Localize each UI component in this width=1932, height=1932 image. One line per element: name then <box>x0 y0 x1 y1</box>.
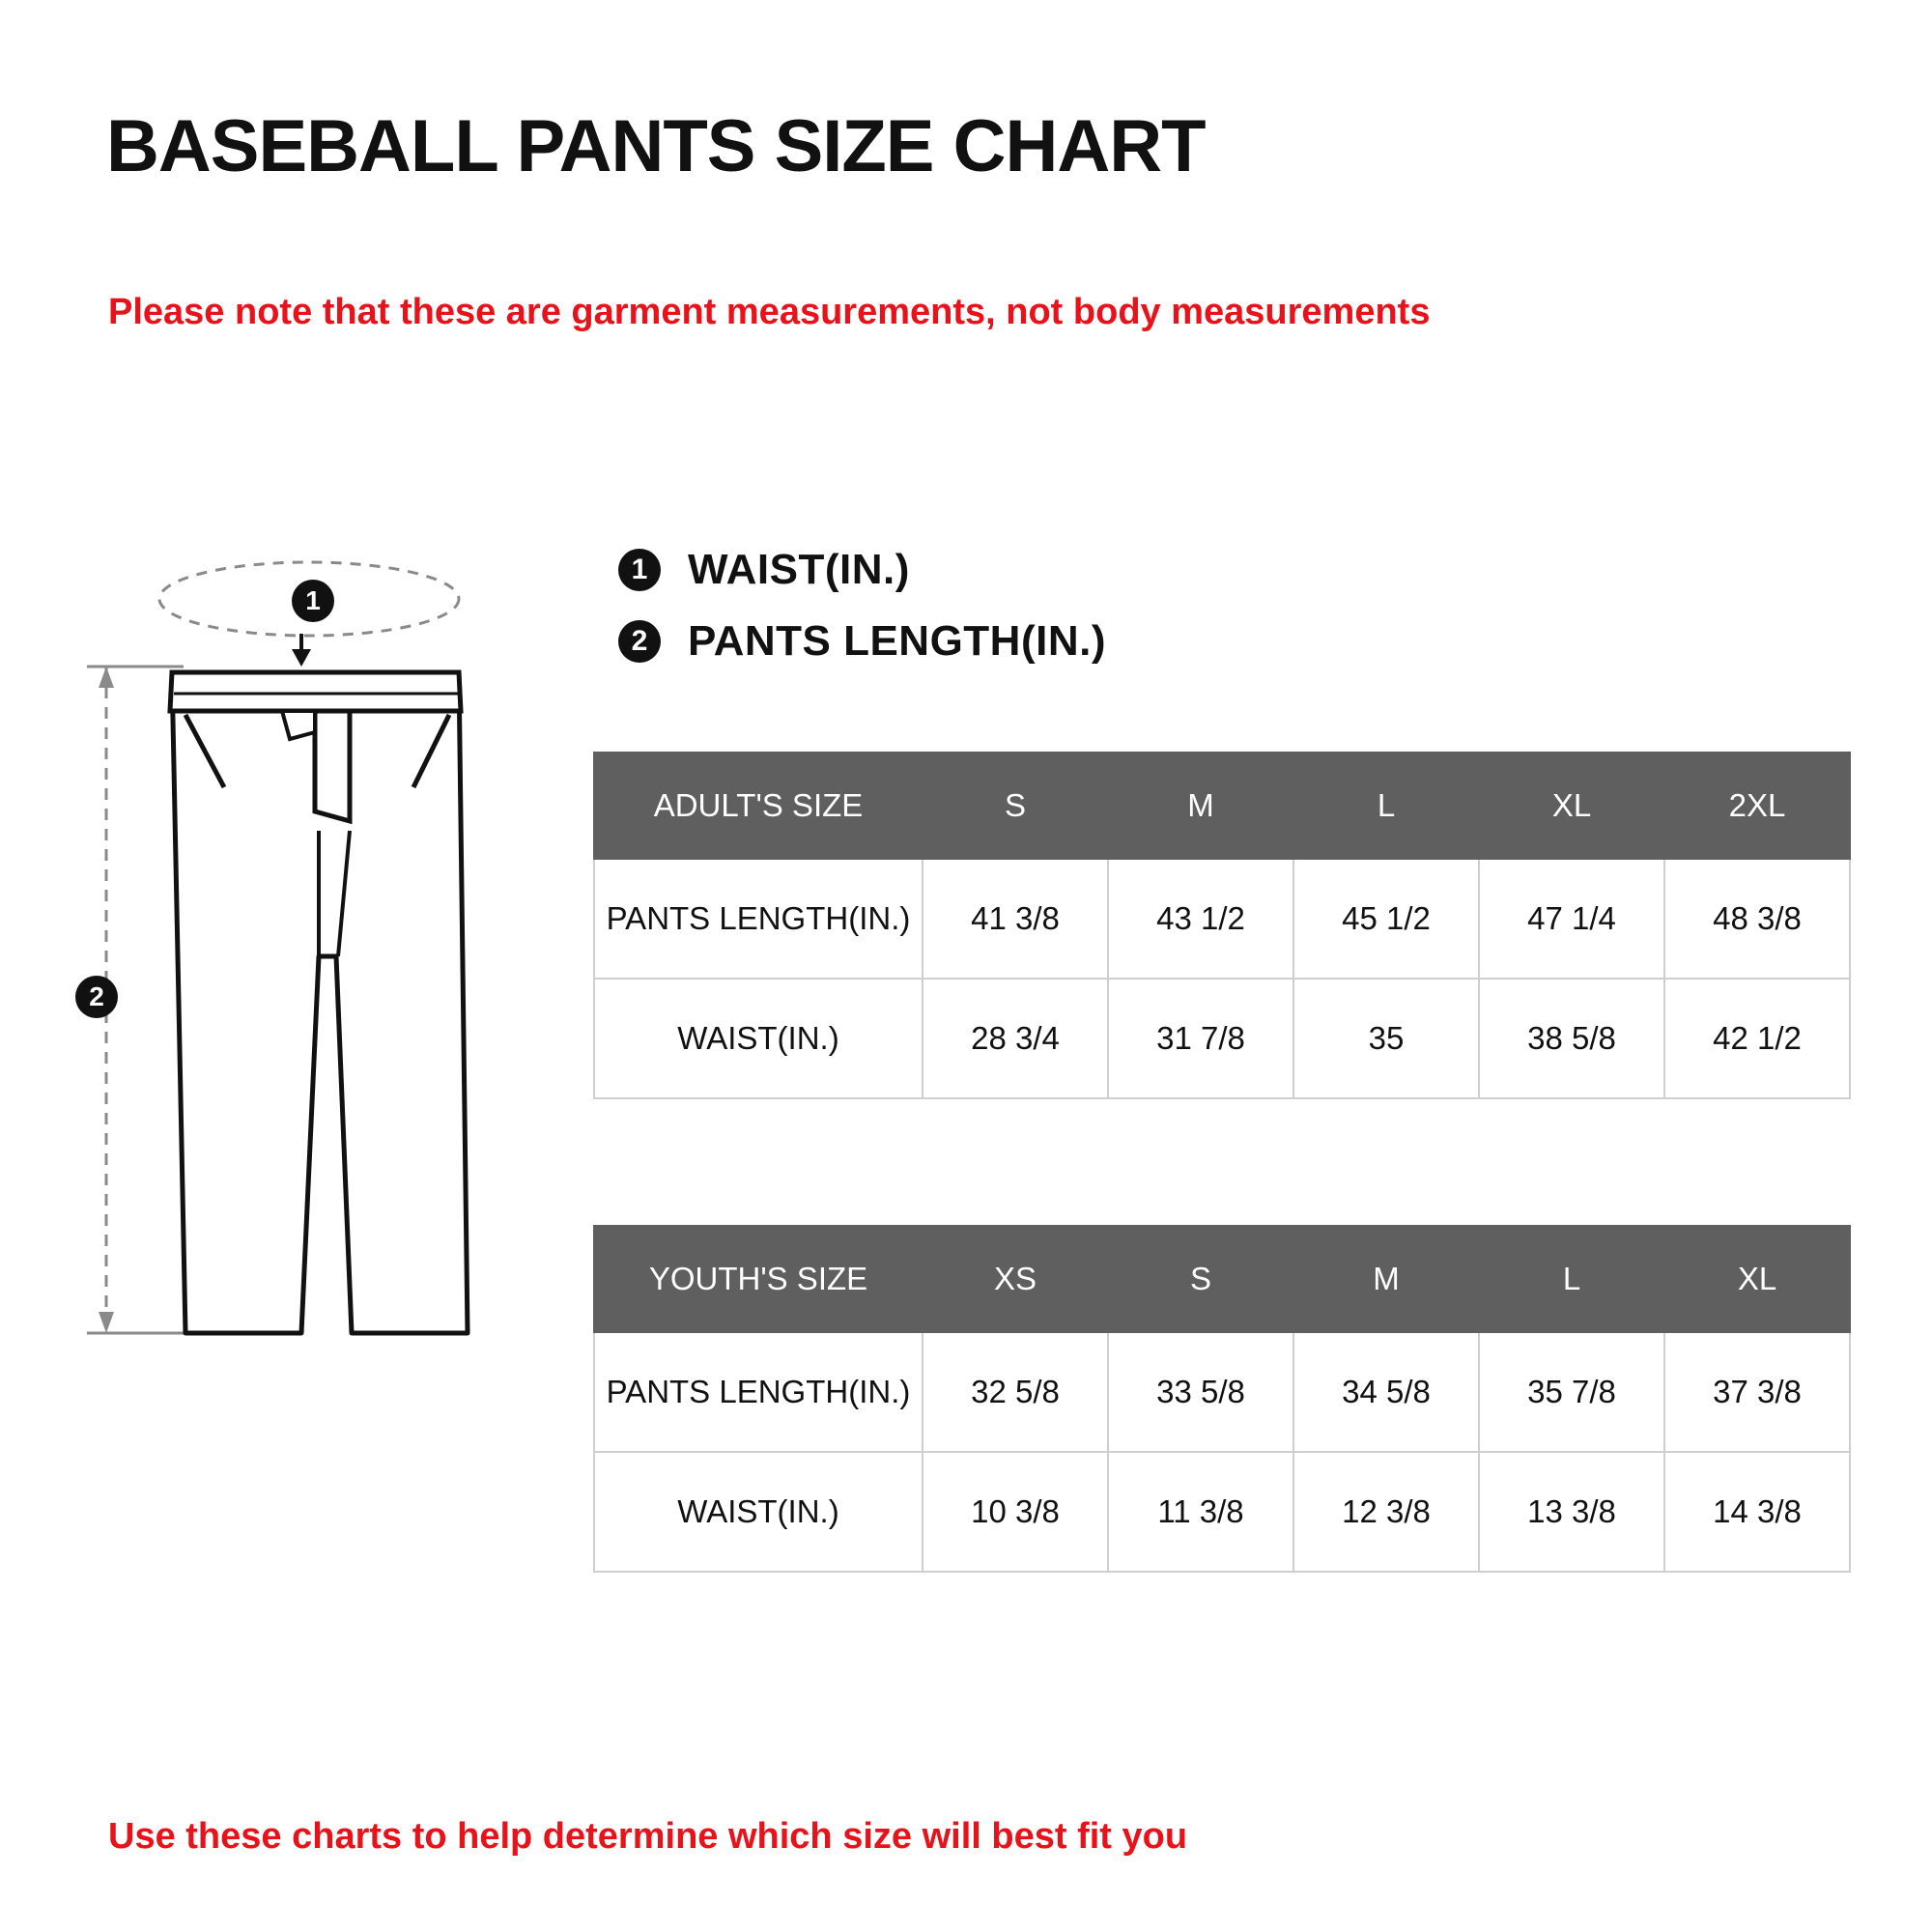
adult-waist-s: 28 3/4 <box>923 979 1108 1098</box>
table-row <box>594 859 1850 979</box>
adult-length-m: 43 1/2 <box>1108 859 1293 979</box>
youth-col-xl: XL <box>1664 1226 1850 1332</box>
youth-col-m: M <box>1293 1226 1479 1332</box>
youth-row-label-waist: WAIST(IN.) <box>594 1452 923 1572</box>
legend-item-waist <box>618 546 1106 594</box>
legend-label-waist: WAIST(IN.) <box>688 546 910 593</box>
diagram-marker-length: 2 <box>75 976 118 1018</box>
youth-waist-m: 12 3/8 <box>1293 1452 1479 1572</box>
table-header-row <box>594 753 1850 859</box>
adult-length-2xl: 48 3/8 <box>1664 859 1850 979</box>
number-1-badge-icon: 1 <box>618 549 661 591</box>
youth-row-label-pants-length: PANTS LENGTH(IN.) <box>594 1332 923 1452</box>
youth-length-l: 35 7/8 <box>1479 1332 1664 1452</box>
number-2-badge-icon: 2 <box>618 620 661 663</box>
youth-length-xl: 37 3/8 <box>1664 1332 1850 1452</box>
adult-length-l: 45 1/2 <box>1293 859 1479 979</box>
diagram-marker-waist: 1 <box>292 580 334 622</box>
adult-col-m: M <box>1108 753 1293 859</box>
youth-col-l: L <box>1479 1226 1664 1332</box>
measurement-legend <box>618 546 1106 689</box>
youth-waist-xl: 14 3/8 <box>1664 1452 1850 1572</box>
garment-measurement-note: Please note that these are garment measurements, not body measurements <box>108 292 1431 332</box>
youth-waist-xs: 10 3/8 <box>923 1452 1108 1572</box>
youth-waist-l: 13 3/8 <box>1479 1452 1664 1572</box>
adult-waist-2xl: 42 1/2 <box>1664 979 1850 1098</box>
adult-waist-xl: 38 5/8 <box>1479 979 1664 1098</box>
youth-col-xs: XS <box>923 1226 1108 1332</box>
adult-size-table <box>593 752 1851 1099</box>
youth-length-s: 33 5/8 <box>1108 1332 1293 1452</box>
adult-col-s: S <box>923 753 1108 859</box>
page-title: BASEBALL PANTS SIZE CHART <box>106 105 1206 187</box>
adult-col-xl: XL <box>1479 753 1664 859</box>
adult-length-xl: 47 1/4 <box>1479 859 1664 979</box>
adult-waist-l: 35 <box>1293 979 1479 1098</box>
pants-illustration-svg <box>77 541 580 1343</box>
youth-waist-s: 11 3/8 <box>1108 1452 1293 1572</box>
adult-length-s: 41 3/8 <box>923 859 1108 979</box>
adult-row-label-pants-length: PANTS LENGTH(IN.) <box>594 859 923 979</box>
legend-item-pants-length <box>618 617 1106 666</box>
table-row <box>594 979 1850 1098</box>
adult-size-header: ADULT'S SIZE <box>594 753 923 859</box>
table-row <box>594 1332 1850 1452</box>
youth-size-header: YOUTH'S SIZE <box>594 1226 923 1332</box>
youth-length-xs: 32 5/8 <box>923 1332 1108 1452</box>
adult-waist-m: 31 7/8 <box>1108 979 1293 1098</box>
adult-col-2xl: 2XL <box>1664 753 1850 859</box>
adult-col-l: L <box>1293 753 1479 859</box>
table-row <box>594 1452 1850 1572</box>
pants-diagram <box>77 541 580 1343</box>
youth-col-s: S <box>1108 1226 1293 1332</box>
youth-size-table <box>593 1225 1851 1573</box>
legend-label-pants-length: PANTS LENGTH(IN.) <box>688 617 1106 665</box>
help-note: Use these charts to help determine which size will best fit you <box>108 1816 1188 1857</box>
table-header-row <box>594 1226 1850 1332</box>
adult-row-label-waist: WAIST(IN.) <box>594 979 923 1098</box>
youth-length-m: 34 5/8 <box>1293 1332 1479 1452</box>
